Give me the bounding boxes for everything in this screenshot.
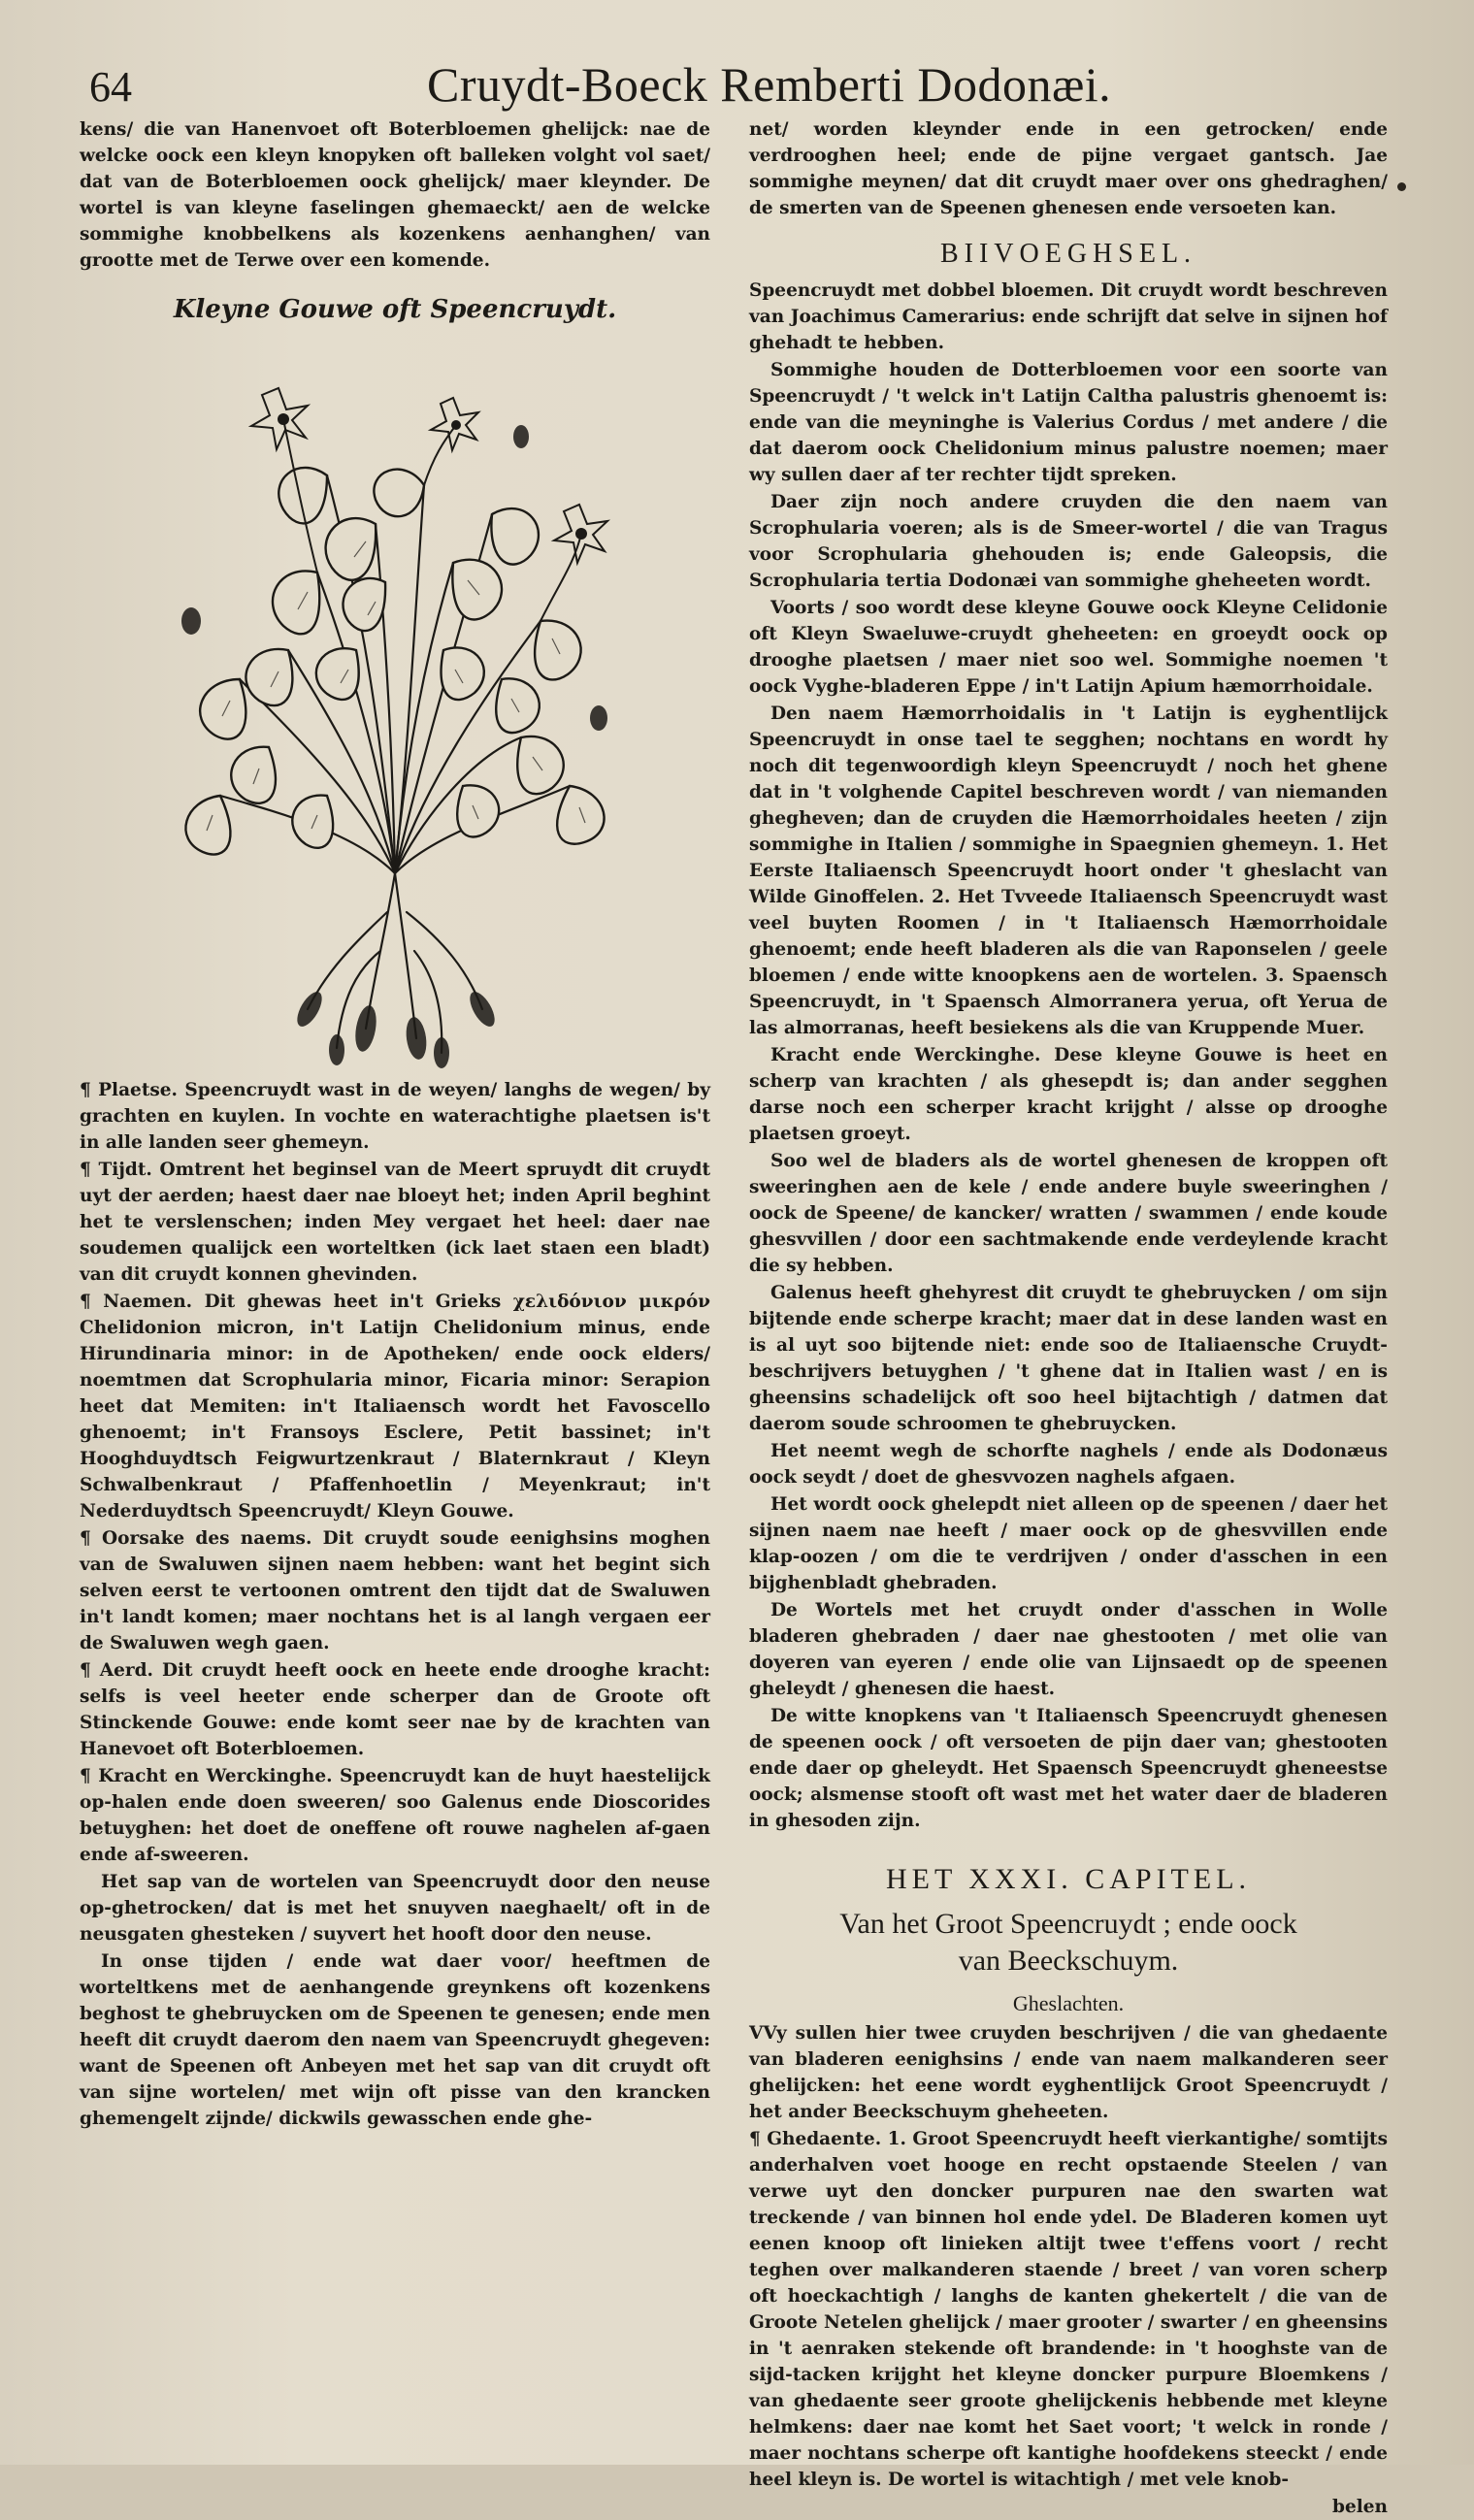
left-paragraph: ¶ Kracht en Werckinghe. Speencruydt kan de huyt haestelijck op-halen ende doen sweeren/ soo Galenus ende Dioscorides betuyghen: het doet de oneffene oft rouwe naghelen af-gaen ende af-sweeren. bbox=[80, 1766, 710, 1865]
left-paragraph: Het sap van de wortelen van Speencruydt door den neuse op-ghetrocken/ dat is met het snuyven naeghaelt/ oft in de neusgaten ghesteken / suyvert het hooft door den neuse. bbox=[80, 1872, 710, 1945]
ink-blot bbox=[1397, 182, 1406, 191]
left-paragraph: ¶ Naemen. Dit ghewas heet in't Grieks χελιδόνιον μικρόν Chelidonion micron, in't Latijn Chelidonium minus, ende Hirundinaria minor: in de Apotheken/ ende oock elders/ noemtmen dat Scrophularia minor, Ficaria minor: Serapion heet dat Memiten: in't Italiaensch wordt het Favoscello ghenoemt; in't Fransoys Esclere, Petit bassinet; in't Hooghduydtsch Feigwurtzenkraut / Blaternkraut / Kleyn Schwalbenkraut / Pfaffenhoetlin / Meyenkraut; in't Nederduydtsch Speencruydt/ Kleyn Gouwe. bbox=[80, 1292, 710, 1522]
bijvoeghsel-paragraph: Het neemt wegh de schorfte naghels / ende als Dodonæus oock seydt / doet de ghesvvozen naghels afgaen. bbox=[749, 1441, 1388, 1488]
left-paragraph: ¶ Aerd. Dit cruydt heeft oock en heete ende drooghe kracht: selfs is veel heeter ende scherper dan de Groote oft Stinckende Gouwe: ende komt seer nae by de krachten van Hanevoet oft Boterbloemen. bbox=[80, 1660, 710, 1759]
bijvoeghsel-paragraph: Daer zijn noch andere cruyden die den naem van Scrophularia voeren; als is de Smeer-wortel / die van Tragus voor Scrophularia ghehouden is; ende Galeopsis, die Scrophularia tertia Dodonæi van sommighe gheheeten wordt. bbox=[749, 492, 1388, 591]
ghedaente-paragraph: ¶ Ghedaente. 1. Groot Speencruydt heeft vierkantighe/ somtijts anderhalven voet hooge en recht opstaende Steelen / van verwe uyt den doncker purpuren nae den swarten wat treckende / van binnen hol ende ydel. De Bladeren komen uyt eenen knoop oft linieken altijt twee t'effens voort / recht teghen over malkanderen staende / breet / van voren scherp oft hoeckachtigh / langhs de kanten ghekertelt / die van de Groote Netelen ghelijck / maer grooter / swarter / en gheensins in 't aenraken stekende oft brandende: in 't hooghste van de sijd-tacken krijght het kleyne doncker purpure Bloemkens / van ghedaente seer groote ghelijckenis hebbende met kleyne helmkens: daer nae komt het Saet voort; 't welck in ronde / maer nochtans scherpe oft kantighe hoofdekens steeckt / ende heel kleyn is. De wortel is witachtigh / met vele knob- bbox=[749, 2129, 1388, 2490]
gheslachten-paragraph: VVy sullen hier twee cruyden beschrijven / die van ghedaente van bladeren eenighsins / ende van naem malkanderen seer ghelijcken: het eene wordt eyghentlijck Groot Speencruydt / het ander Beeckschuym gheheeten. bbox=[749, 2023, 1388, 2122]
bijvoeghsel-paragraph: Galenus heeft ghehyrest dit cruydt te ghebruycken / om sijn bijtende ende scherpe kracht; maer dat in dese landen wast en is al uyt soo bijtende niet: ende soo de Italiaensche Cruydt-beschrijvers betuyghen / 't ghene dat in Italien wast / en is gheensins schadelijck oft soo heel bijtachtigh / datmen dat daerom soude schroomen te ghebruycken. bbox=[749, 1283, 1388, 1434]
bijvoeghsel-paragraph: Het wordt oock ghelepdt niet alleen op de speenen / daer het sijnen naem nae heeft / maer oock op de ghesvvillen ende klap-oozen / om die te verdrijven / onder d'asschen in een bijghenbladt ghebraden. bbox=[749, 1494, 1388, 1593]
chapter-subtitle-line: Van het Groot Speencruydt ; ende oock bbox=[839, 1908, 1297, 1940]
catchword: belen bbox=[1332, 2497, 1388, 2517]
chapter-subtitle-line: van Beeckschuym. bbox=[958, 1945, 1179, 1977]
plant-illustration-title: Kleyne Gouwe oft Speencruydt. bbox=[173, 295, 617, 324]
left-intro-text: kens/ die van Hanenvoet oft Boterbloemen ghelijck: nae de welcke oock een kleyn knopyken oft balleken volght vol saet/ dat van de Boterbloemen oock ghelijck/ maer kleynder. De wortel is van kleyne faselingen ghemaeckt/ aen de welcke sommighe knobbelkens als kozenkens aenhanghen/ van grootte met de Terwe over een komende. bbox=[80, 119, 710, 271]
bijvoeghsel-paragraph: Speencruydt met dobbel bloemen. Dit cruydt wordt beschreven van Joachimus Camerarius: ende schrijft dat selve in sijnen hof ghehadt te hebben. bbox=[749, 280, 1388, 353]
bijvoeghsel-paragraph: Sommighe houden de Dotterbloemen voor een soorte van Speencruydt / 't welck in't Latijn Caltha palustris ghenoemt is: ende van die meyninghe is Valerius Cordus / met andere / die dat daerom oock Chelidonium minus palustre noemen; maer wy sullen daer af ter rechter tijdt spreken. bbox=[749, 360, 1388, 485]
left-column bbox=[80, 116, 710, 2406]
chapter-title: HET XXXI. CAPITEL. bbox=[885, 1863, 1252, 1895]
bijvoeghsel-paragraph: Den naem Hæmorrhoidalis in 't Latijn is eyghentlijck Speencruydt in onse tael te segghen; nochtans en wordt hy noch dit tegenwoordigh kleyn Speencruydt / noch het ghene dat in 't volghende Capitel beschreven wordt / van niemanden ghegheven; dan de cruyden die Hæmorrhoidales heeten / zijn sommighe in Italien / sommighe in Spaegnien ghemeyn. 1. Het Eerste Italiaensch Speencruydt hoort onder 't gheslacht van Wilde Ginoffelen. 2. Het Tvveede Italiaensch Speencruydt wast veel buyten Roomen / in 't Italiaensch Hæmorrhoidale ghenoemt; ende heeft bladeren als die van Raponselen / geele bloemen / ende witte knoopkens aen de wortelen. 3. Spaensch Speencruydt, in 't Spaensch Almorranera yerua, oft Yerua de las almorranas, heeft besiekens als die van Kruppende Muer. bbox=[749, 704, 1388, 1038]
chapter-subtitle bbox=[749, 1906, 1388, 1980]
right-column bbox=[749, 116, 1388, 2517]
left-paragraph: In onse tijden / ende wat daer voor/ heeftmen de worteltkens met de aenhangende greynkens oft kozenkens beghost te ghebruycken om de Speenen te genesen; ende men heeft dit cruydt daerom den naem van Speencruydt ghegeven: want de Speenen oft Anbeyen met het sap van dit cruydt oft van sijne wortelen/ met wijn oft pisse van den krancken ghemengelt zijnde/ dickwils gewasschen ende ghe- bbox=[80, 1951, 710, 2129]
running-title: Cruydt-Boeck Remberti Dodonæi. bbox=[427, 57, 1112, 112]
page-number: 64 bbox=[89, 63, 132, 111]
bijvoeghsel-paragraph: Soo wel de bladers als de wortel ghenesen de kroppen oft sweeringhen aen de kele / ende andere buyle sweeringhen / oock de Speene/ de kancker/ wratten / swammen / ende koude ghesvvillen / door een sachtmakende ende verdeylende kracht die sy hebben. bbox=[749, 1151, 1388, 1276]
gheslachten-heading: Gheslachten. bbox=[1012, 1991, 1125, 2015]
left-paragraph: ¶ Tijdt. Omtrent het beginsel van de Meert spruydt dit cruydt uyt der aerden; haest daer nae bloeyt het; inden April beghint het te verslenschen; inden Mey vergaet het heel: daer nae soudemen qualijck een worteltken (ick laet staen een bladt) van dit cruydt konnen ghevinden. bbox=[80, 1160, 710, 1285]
left-paragraph: ¶ Oorsake des naems. Dit cruydt soude eenighsins moghen van de Swaluwen sijnen naem hebben: want het begint sich selven eerst te vertoonen omtrent den tijdt dat de Swaluwen in't landt komen; maer nochtans het is al langh vergaen eer de Swaluwen wegh gaen. bbox=[80, 1528, 710, 1653]
bijvoeghsel-paragraph: Kracht ende Werckinghe. Dese kleyne Gouwe is heet en scherp van krachten / als ghesepdt is; dan ander segghen darse noch een scherper kracht krijght / alsse op drooghe plaetsen groeyt. bbox=[749, 1045, 1388, 1144]
bijvoeghsel-paragraph: De Wortels met het cruydt onder d'asschen in Wolle bladeren ghebraden / daer nae ghestooten / met olie van doyeren van eyeren / ende olie van Lijnsaedt op de speenen gheleydt / ghenesen die haest. bbox=[749, 1600, 1388, 1699]
bijvoeghsel-paragraph: Voorts / soo wordt dese kleyne Gouwe oock Kleyne Celidonie oft Kleyn Swaeluwe-cruydt gheheeten: en groeydt oock op drooghe plaetsen / maer niet soo wel. Sommighe noemen 't oock Vyghe-bladeren Eppe / in't Latijn Apium hæmorrhoidale. bbox=[749, 598, 1388, 697]
left-paragraph: ¶ Plaetse. Speencruydt wast in de weyen/ langhs de wegen/ by grachten en kuylen. In vochte en waterachtighe plaetsen is't in alle landen seer ghemeyn. bbox=[80, 1080, 710, 1153]
right-intro-text: net/ worden kleynder ende in een getrocken/ ende verdrooghen heel; ende de pijne vergaet gantsch. Jae sommighe meynen/ dat dit cruydt maer over ons ghedraghen/ de smerten van de Speenen ghenesen ende versoeten kan. bbox=[749, 119, 1388, 218]
bijvoeghsel-paragraph: De witte knopkens van 't Italiaensch Speencruydt ghenesen de speenen oock / oft versoeten de pijn daer van; ghestooten ende daer op gheleydt. Het Spaensch Speencruydt gheneestse oock; alsmense stooft oft wast met het water daer de bladeren in ghesoden zijn. bbox=[749, 1706, 1388, 1831]
section-title-bijvoeghsel: BIIVOEGHSEL. bbox=[939, 239, 1197, 269]
woodcut-illustration bbox=[133, 330, 657, 1067]
